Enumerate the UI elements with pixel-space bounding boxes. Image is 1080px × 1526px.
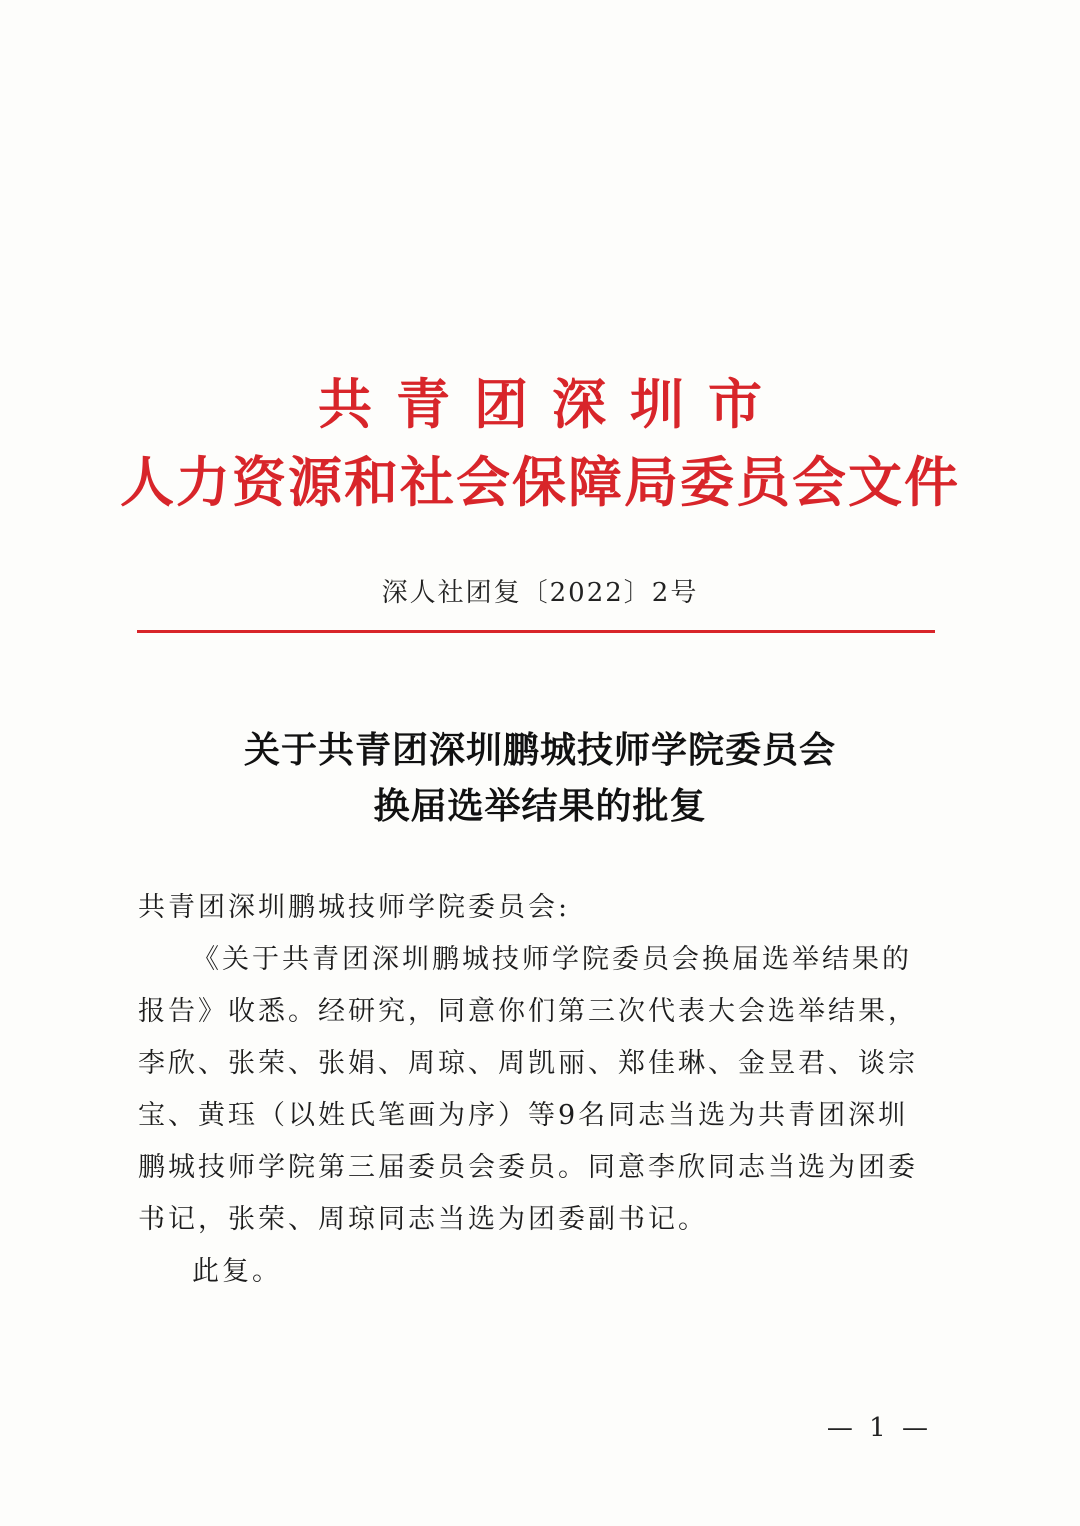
issuing-organization-line1: 共青团深圳市 <box>318 372 786 436</box>
salutation: 共青团深圳鹏城技师学院委员会: <box>138 892 571 923</box>
issuing-organization-line2: 人力资源和社会保障局委员会文件 <box>120 450 960 514</box>
document-title-line2: 换届选举结果的批复 <box>373 785 707 827</box>
document-title-line1: 关于共青团深圳鹏城技师学院委员会 <box>243 729 836 771</box>
red-divider-line <box>137 630 935 633</box>
document-number: 深人社团复〔2022〕2号 <box>381 578 699 608</box>
closing-text: 此复。 <box>192 1256 282 1287</box>
body-paragraph: 《关于共青团深圳鹏城技师学院委员会换届选举结果的报告》收悉。经研究，同意你们第三次代表大会选举结果，李欣、张荣、张娟、周琼、周凯丽、郑佳琳、金昱君、谈宗宝、黄珏（以姓氏笔画为序）等9名同志当选为共青团深圳鹏城技师学院第三届委员会委员。同意李欣同志当选为团委书记，张荣、周琼同志当选为团委副书记。 <box>138 944 918 1235</box>
page-number: — 1 — <box>826 1413 932 1443</box>
